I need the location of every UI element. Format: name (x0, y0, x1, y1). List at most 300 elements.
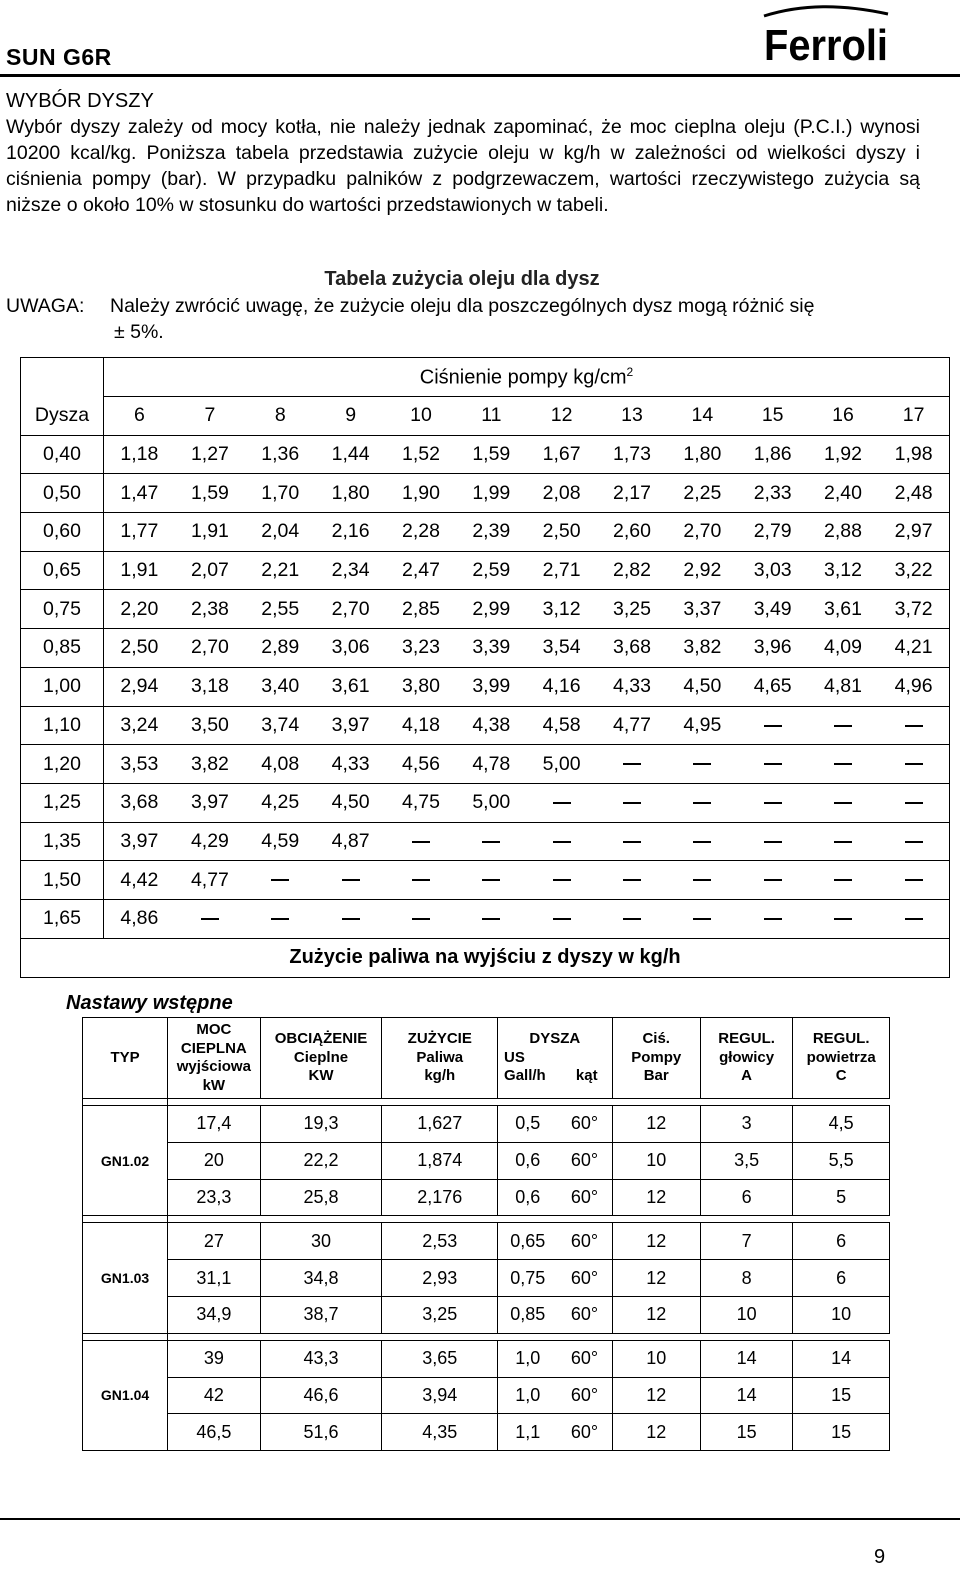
consumption-table-caption: Tabela zużycia oleju dla dysz (324, 268, 600, 290)
nozzle-cell: 1,1 (498, 1414, 558, 1451)
consumption-cell: 3,22 (878, 551, 949, 590)
group-gap-cell (83, 1333, 168, 1340)
consumption-cell (878, 783, 949, 822)
consumption-cell: 4,95 (667, 706, 737, 745)
consumption-cell: 3,39 (456, 629, 526, 668)
table-row (21, 899, 950, 938)
consumption-cell: 1,59 (456, 435, 526, 474)
consumption-cell: 3,23 (386, 629, 456, 668)
no-value-dash (834, 763, 852, 765)
nozzle-header (498, 1018, 613, 1099)
power-cell: 34,9 (168, 1296, 260, 1333)
corner-cell (21, 358, 104, 397)
consumption-cell: 2,55 (245, 590, 315, 629)
consumption-cell: 2,39 (456, 513, 526, 552)
consumption-cell (597, 822, 667, 861)
no-value-dash (905, 802, 923, 804)
power-cell: 31,1 (168, 1260, 260, 1297)
consumption-cell (738, 861, 808, 900)
no-value-dash (623, 841, 641, 843)
consumption-cell (526, 861, 596, 900)
consumption-cell (878, 706, 949, 745)
table-row (21, 590, 950, 629)
preset-row (83, 1340, 890, 1377)
consumption-cell (386, 861, 456, 900)
consumption-cell: 3,18 (175, 667, 245, 706)
head-setting-cell: 3,5 (700, 1142, 792, 1179)
load-cell: 43,3 (260, 1340, 382, 1377)
consumption-cell (456, 822, 526, 861)
consumption-cell: 3,53 (104, 745, 175, 784)
nozzle-size-cell: 1,25 (21, 783, 104, 822)
consumption-cell: 2,97 (878, 513, 949, 552)
nozzle-size-cell: 0,75 (21, 590, 104, 629)
no-value-dash (623, 918, 641, 920)
air-setting-header (793, 1018, 890, 1099)
nozzle-cell: 0,75 (498, 1260, 558, 1297)
consumption-cell (667, 822, 737, 861)
presets-title: Nastawy wstępne (66, 992, 233, 1014)
power-cell: 39 (168, 1340, 260, 1377)
air-setting-cell: 4,5 (793, 1106, 890, 1143)
consumption-cell: 4,50 (315, 783, 385, 822)
pump-pressure-cell: 12 (612, 1377, 700, 1414)
consumption-cell: 2,71 (526, 551, 596, 590)
consumption-cell (386, 822, 456, 861)
consumption-cell (526, 899, 596, 938)
no-value-dash (553, 841, 571, 843)
no-value-dash (201, 918, 219, 920)
consumption-cell (597, 861, 667, 900)
consumption-cell: 3,97 (175, 783, 245, 822)
consumption-cell: 4,21 (878, 629, 949, 668)
column-header-row (21, 397, 950, 436)
load-cell: 38,7 (260, 1296, 382, 1333)
consumption-cell: 3,24 (104, 706, 175, 745)
no-value-dash (834, 725, 852, 727)
no-value-dash (412, 879, 430, 881)
group-gap (83, 1099, 890, 1106)
no-value-dash (553, 879, 571, 881)
nozzle-size-cell: 1,10 (21, 706, 104, 745)
consumption-cell: 4,08 (245, 745, 315, 784)
pressure-column-header: 17 (878, 397, 949, 436)
consumption-cell: 3,25 (382, 1296, 498, 1333)
table-row (21, 706, 950, 745)
air-setting-header-line: REGUL. (812, 1030, 870, 1048)
consumption-cell: 1,70 (245, 474, 315, 513)
angle-cell: 60° (557, 1260, 612, 1297)
pressure-header (104, 358, 950, 397)
consumption-cell (175, 899, 245, 938)
no-value-dash (905, 725, 923, 727)
pressure-column-header: 8 (245, 397, 315, 436)
load-cell: 34,8 (260, 1260, 382, 1297)
consumption-cell: 2,89 (245, 629, 315, 668)
burner-type-cell: GN1.03 (83, 1223, 168, 1333)
table-row (21, 551, 950, 590)
consumption-cell: 2,85 (386, 590, 456, 629)
consumption-cell (386, 899, 456, 938)
no-value-dash (412, 918, 430, 920)
consumption-cell: 3,12 (808, 551, 878, 590)
consumption-cell: 4,86 (104, 899, 175, 938)
consumption-cell (808, 745, 878, 784)
consumption-cell: 2,34 (315, 551, 385, 590)
no-value-dash (764, 879, 782, 881)
pump-pressure-cell: 12 (612, 1296, 700, 1333)
load-cell: 46,6 (260, 1377, 382, 1414)
consumption-cell: 1,77 (104, 513, 175, 552)
no-value-dash (693, 879, 711, 881)
load-cell: 22,2 (260, 1142, 382, 1179)
pressure-header-row (21, 358, 950, 397)
pump-pressure-cell: 10 (612, 1340, 700, 1377)
angle-cell: 60° (557, 1414, 612, 1451)
pressure-unit-superscript: 2 (626, 364, 634, 379)
group-gap (83, 1216, 890, 1223)
power-cell: 27 (168, 1223, 260, 1260)
consumption-cell: 4,78 (456, 745, 526, 784)
power-cell: 42 (168, 1377, 260, 1414)
preset-row (83, 1142, 890, 1179)
group-gap-cell (168, 1333, 890, 1340)
consumption-cell: 2,88 (808, 513, 878, 552)
consumption-cell: 4,96 (878, 667, 949, 706)
consumption-header-line: Paliwa (416, 1048, 464, 1066)
no-value-dash (764, 841, 782, 843)
consumption-cell: 2,08 (526, 474, 596, 513)
no-value-dash (482, 879, 500, 881)
consumption-cell: 4,18 (386, 706, 456, 745)
no-value-dash (905, 918, 923, 920)
no-value-dash (412, 841, 430, 843)
consumption-cell: 3,25 (597, 590, 667, 629)
note (6, 293, 815, 345)
preset-row (83, 1223, 890, 1260)
table-footer-row (21, 938, 950, 977)
consumption-cell: 2,70 (667, 513, 737, 552)
pump-pressure-cell: 10 (612, 1142, 700, 1179)
no-value-dash (905, 841, 923, 843)
consumption-cell: 1,627 (382, 1106, 498, 1143)
consumption-header-line: kg/h (424, 1067, 456, 1085)
consumption-cell: 2,79 (738, 513, 808, 552)
brand-wordmark: Ferroli (764, 21, 888, 68)
consumption-cell: 3,54 (526, 629, 596, 668)
consumption-cell: 3,49 (738, 590, 808, 629)
consumption-cell: 1,73 (597, 435, 667, 474)
nozzle-header-units (498, 1049, 612, 1068)
nozzle-size-cell: 0,85 (21, 629, 104, 668)
preset-row (83, 1296, 890, 1333)
oil-consumption-table (20, 357, 950, 978)
consumption-cell: 4,81 (808, 667, 878, 706)
no-value-dash (482, 918, 500, 920)
consumption-cell: 3,40 (245, 667, 315, 706)
load-header (260, 1018, 382, 1099)
group-gap-cell (168, 1099, 890, 1106)
presets-table (82, 1017, 890, 1451)
group-gap-cell (83, 1216, 168, 1223)
consumption-cell: 4,09 (808, 629, 878, 668)
pressure-column-header: 9 (315, 397, 385, 436)
group-gap-cell (83, 1099, 168, 1106)
no-value-dash (764, 802, 782, 804)
consumption-cell: 1,44 (315, 435, 385, 474)
angle-cell: 60° (557, 1296, 612, 1333)
head-setting-cell: 8 (700, 1260, 792, 1297)
consumption-cell: 4,33 (315, 745, 385, 784)
consumption-cell: 2,60 (597, 513, 667, 552)
consumption-cell: 3,82 (175, 745, 245, 784)
nozzle-cell: 0,65 (498, 1223, 558, 1260)
table-row (21, 822, 950, 861)
no-value-dash (834, 802, 852, 804)
consumption-cell: 4,58 (526, 706, 596, 745)
consumption-cell (808, 899, 878, 938)
pressure-column-header: 7 (175, 397, 245, 436)
head-setting-cell: 14 (700, 1377, 792, 1414)
no-value-dash (271, 879, 289, 881)
power-cell: 46,5 (168, 1414, 260, 1451)
no-value-dash (342, 879, 360, 881)
load-cell: 51,6 (260, 1414, 382, 1451)
burner-type-cell: GN1.02 (83, 1106, 168, 1216)
header-divider (0, 74, 960, 77)
consumption-cell: 1,98 (878, 435, 949, 474)
no-value-dash (623, 802, 641, 804)
consumption-cell: 2,176 (382, 1179, 498, 1216)
consumption-cell: 3,12 (526, 590, 596, 629)
group-gap-cell (168, 1216, 890, 1223)
pump-pressure-header-line: Bar (643, 1067, 669, 1085)
pump-pressure-header (612, 1018, 700, 1099)
consumption-cell (808, 822, 878, 861)
consumption-cell: 4,42 (104, 861, 175, 900)
consumption-cell: 4,56 (386, 745, 456, 784)
load-cell: 25,8 (260, 1179, 382, 1216)
no-value-dash (905, 763, 923, 765)
nozzle-size-cell: 0,65 (21, 551, 104, 590)
consumption-cell: 4,33 (597, 667, 667, 706)
consumption-cell: 2,50 (526, 513, 596, 552)
air-setting-cell: 5,5 (793, 1142, 890, 1179)
air-setting-cell: 6 (793, 1223, 890, 1260)
consumption-cell: 2,33 (738, 474, 808, 513)
consumption-cell: 4,50 (667, 667, 737, 706)
consumption-cell: 2,21 (245, 551, 315, 590)
consumption-cell (245, 861, 315, 900)
power-header (168, 1018, 260, 1099)
section-title: WYBÓR DYSZY (6, 90, 154, 112)
power-cell: 20 (168, 1142, 260, 1179)
consumption-cell: 3,72 (878, 590, 949, 629)
no-value-dash (553, 918, 571, 920)
consumption-cell: 2,70 (175, 629, 245, 668)
head-setting-header (700, 1018, 792, 1099)
consumption-cell (667, 861, 737, 900)
nozzle-cell: 0,5 (498, 1106, 558, 1143)
pump-pressure-cell: 12 (612, 1106, 700, 1143)
consumption-footer: Zużycie paliwa na wyjściu z dyszy w kg/h (21, 938, 950, 977)
consumption-cell: 3,61 (808, 590, 878, 629)
head-setting-cell: 15 (700, 1414, 792, 1451)
table-row (21, 629, 950, 668)
consumption-cell: 3,06 (315, 629, 385, 668)
head-setting-header-line: A (741, 1067, 752, 1085)
consumption-cell: 3,37 (667, 590, 737, 629)
no-value-dash (482, 841, 500, 843)
consumption-cell (456, 899, 526, 938)
consumption-cell: 3,80 (386, 667, 456, 706)
consumption-cell: 2,93 (382, 1260, 498, 1297)
air-setting-cell: 15 (793, 1377, 890, 1414)
consumption-cell: 4,35 (382, 1414, 498, 1451)
no-value-dash (342, 918, 360, 920)
pump-pressure-cell: 12 (612, 1223, 700, 1260)
nozzle-header-line: DYSZA (529, 1030, 581, 1048)
no-value-dash (271, 918, 289, 920)
note-text: Należy zwrócić uwagę, że zużycie oleju dla poszczególnych dysz mogą różnić się (110, 295, 815, 317)
no-value-dash (693, 918, 711, 920)
consumption-cell: 1,92 (808, 435, 878, 474)
power-header-line: MOC (196, 1021, 232, 1038)
note-label: UWAGA: (6, 295, 85, 317)
consumption-cell: 2,53 (382, 1223, 498, 1260)
note-text-tolerance: ± 5%. (114, 321, 164, 343)
pump-pressure-header-line: Pompy (631, 1048, 682, 1066)
consumption-cell (315, 899, 385, 938)
pump-pressure-cell: 12 (612, 1179, 700, 1216)
consumption-cell (738, 706, 808, 745)
consumption-cell: 2,38 (175, 590, 245, 629)
nozzle-cell: 0,85 (498, 1296, 558, 1333)
consumption-cell: 2,47 (386, 551, 456, 590)
consumption-cell: 2,92 (667, 551, 737, 590)
angle-cell: 60° (557, 1377, 612, 1414)
power-cell: 23,3 (168, 1179, 260, 1216)
pump-pressure-cell: 12 (612, 1260, 700, 1297)
consumption-header-line: ZUŻYCIE (407, 1030, 472, 1048)
consumption-cell: 2,28 (386, 513, 456, 552)
consumption-cell (667, 783, 737, 822)
consumption-cell: 4,77 (597, 706, 667, 745)
pressure-column-header: 6 (104, 397, 175, 436)
consumption-cell: 2,50 (104, 629, 175, 668)
consumption-cell: 2,40 (808, 474, 878, 513)
table-row (21, 745, 950, 784)
consumption-cell: 4,16 (526, 667, 596, 706)
angle-cell: 60° (557, 1106, 612, 1143)
no-value-dash (693, 802, 711, 804)
consumption-cell: 1,874 (382, 1142, 498, 1179)
no-value-dash (834, 841, 852, 843)
consumption-cell (738, 899, 808, 938)
head-setting-cell: 6 (700, 1179, 792, 1216)
document-title: SUN G6R (6, 44, 112, 70)
table-row (21, 513, 950, 552)
consumption-cell (878, 822, 949, 861)
consumption-cell: 2,59 (456, 551, 526, 590)
load-header-line: OBCIĄŻENIE (274, 1030, 368, 1048)
power-cell: 17,4 (168, 1106, 260, 1143)
nozzle-header-line: US (504, 1048, 525, 1066)
ferroli-logo (762, 2, 892, 68)
no-value-dash (693, 841, 711, 843)
footer-divider (0, 1518, 960, 1520)
head-setting-cell: 3 (700, 1106, 792, 1143)
nozzle-header: Dysza (21, 397, 104, 436)
consumption-cell: 2,17 (597, 474, 667, 513)
nozzle-size-cell: 0,40 (21, 435, 104, 474)
consumption-cell: 1,91 (104, 551, 175, 590)
air-setting-header-line: powietrza (806, 1048, 876, 1066)
consumption-cell: 5,00 (526, 745, 596, 784)
consumption-cell: 1,52 (386, 435, 456, 474)
consumption-cell (878, 745, 949, 784)
head-setting-cell: 14 (700, 1340, 792, 1377)
no-value-dash (693, 763, 711, 765)
table-row (21, 474, 950, 513)
load-cell: 19,3 (260, 1106, 382, 1143)
consumption-cell: 1,67 (526, 435, 596, 474)
consumption-cell: 4,25 (245, 783, 315, 822)
power-header-line: CIEPLNA (180, 1039, 247, 1057)
air-setting-header-line: C (835, 1067, 847, 1085)
consumption-cell: 4,29 (175, 822, 245, 861)
consumption-cell: 2,70 (315, 590, 385, 629)
nozzle-size-cell: 1,00 (21, 667, 104, 706)
nozzle-size-cell: 1,35 (21, 822, 104, 861)
no-value-dash (623, 879, 641, 881)
consumption-cell: 3,68 (104, 783, 175, 822)
nozzle-size-cell: 0,50 (21, 474, 104, 513)
consumption-cell (456, 861, 526, 900)
consumption-cell: 2,04 (245, 513, 315, 552)
table-row (21, 783, 950, 822)
power-header-line: kW (202, 1076, 226, 1094)
preset-row (83, 1414, 890, 1451)
no-value-dash (834, 879, 852, 881)
angle-cell: 60° (557, 1223, 612, 1260)
consumption-cell (808, 783, 878, 822)
no-value-dash (764, 725, 782, 727)
head-setting-header-line: REGUL. (718, 1030, 775, 1048)
typ-header: TYP (83, 1018, 168, 1099)
nozzle-header-line: Gall/h (504, 1067, 546, 1085)
consumption-cell (526, 822, 596, 861)
load-header-line: Cieplne (293, 1048, 349, 1066)
consumption-cell (526, 783, 596, 822)
consumption-cell: 4,75 (386, 783, 456, 822)
no-value-dash (623, 763, 641, 765)
consumption-cell: 4,38 (456, 706, 526, 745)
pressure-column-header: 12 (526, 397, 596, 436)
consumption-cell (738, 783, 808, 822)
consumption-cell: 1,80 (667, 435, 737, 474)
consumption-cell: 1,18 (104, 435, 175, 474)
consumption-cell (667, 899, 737, 938)
page-number: 9 (874, 1546, 886, 1568)
pressure-column-header: 16 (808, 397, 878, 436)
consumption-cell: 3,61 (315, 667, 385, 706)
intro-paragraph: Wybór dyszy zależy od mocy kotła, nie należy jednak zapominać, że moc cieplna oleju (P.C.I.) wynosi 10200 kcal/kg. Poniższa tabela przedstawia zużycie oleju w kg/h w zależności od wielkości dyszy i ciśnienia pompy (bar). W przypadku palników z podgrzewaczem, wartości rzeczywistego zużycia są niższe o około 10% w stosunku do wartości przedstawionych w tabeli. (6, 116, 920, 216)
preset-row (83, 1179, 890, 1216)
consumption-cell: 1,47 (104, 474, 175, 513)
air-setting-cell: 5 (793, 1179, 890, 1216)
nozzle-size-cell: 1,50 (21, 861, 104, 900)
